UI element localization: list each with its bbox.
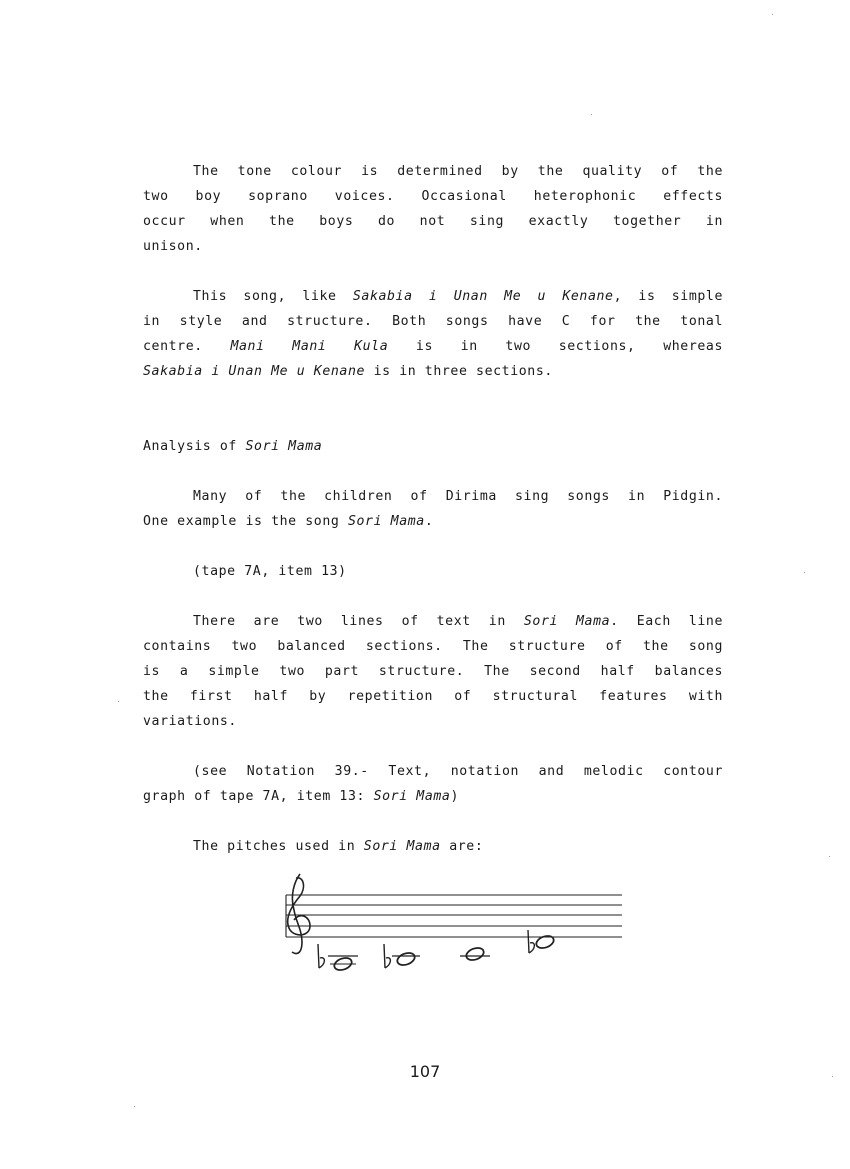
text-line: There are two lines of text in Sori Mama. Each line <box>193 614 724 629</box>
flat-icon <box>318 944 324 968</box>
song-title: Sakabia i Unan Me u Kenane <box>143 364 366 379</box>
treble-clef-icon <box>288 874 310 954</box>
song-title: Sakabia i Unan Me u Kenane <box>352 289 614 304</box>
note-flat-e <box>528 930 555 953</box>
text-line: Many of the children of Dirima sing songs in Pidgin. <box>193 489 723 504</box>
scan-speck <box>772 14 773 15</box>
flat-icon <box>384 944 390 968</box>
flat-icon <box>528 930 534 953</box>
note-flat-a <box>318 944 358 972</box>
text-line: This song, like Sakabia i Unan Me u Kenane, is simple <box>193 289 724 304</box>
text-line: is a simple two part structure. The second half balances <box>143 664 723 679</box>
text-line: the first half by repetition of structural features with <box>143 689 723 704</box>
music-staff <box>280 870 630 975</box>
scan-speck <box>829 856 830 857</box>
text-line: two boy soprano voices. Occasional heterophonic effects <box>143 189 723 204</box>
scan-speck <box>591 114 592 115</box>
text-line: contains two balanced sections. The structure of the song <box>143 639 723 654</box>
text-line: unison. <box>143 239 203 254</box>
song-title: Sori Mama <box>363 839 441 854</box>
scan-speck <box>134 1106 135 1107</box>
text-line: variations. <box>143 714 237 729</box>
text-line: (see Notation 39.- Text, notation and melodic contour <box>193 764 723 779</box>
note-c <box>460 946 490 962</box>
text-line: in style and structure. Both songs have C for the tonal <box>143 314 723 329</box>
section-heading: Analysis of Sori Mama <box>143 439 323 454</box>
scan-speck <box>832 1076 833 1077</box>
scan-speck <box>118 701 119 702</box>
staff-lines <box>286 895 622 937</box>
text-line: occur when the boys do not sing exactly together in <box>143 214 723 229</box>
scan-speck <box>804 572 805 573</box>
song-title: Sori Mama <box>523 614 611 629</box>
text-line: graph of tape 7A, item 13: Sori Mama) <box>143 789 459 804</box>
text-line: The tone colour is determined by the quality of the <box>193 164 723 179</box>
song-title: Sori Mama <box>373 789 451 804</box>
text-line: The pitches used in Sori Mama are: <box>193 839 484 854</box>
text-line: One example is the song Sori Mama. <box>143 514 434 529</box>
note-flat-b <box>384 944 420 968</box>
song-title: Sori Mama <box>245 439 323 454</box>
page-number: 107 <box>409 1062 441 1081</box>
song-title: Mani Mani Kula <box>230 339 389 354</box>
text-line: Sakabia i Unan Me u Kenane is in three sections. <box>143 364 553 379</box>
tape-reference: (tape 7A, item 13) <box>193 564 347 579</box>
song-title: Sori Mama <box>347 514 425 529</box>
text-line: centre. Mani Mani Kula is in two sections, whereas <box>143 339 723 354</box>
